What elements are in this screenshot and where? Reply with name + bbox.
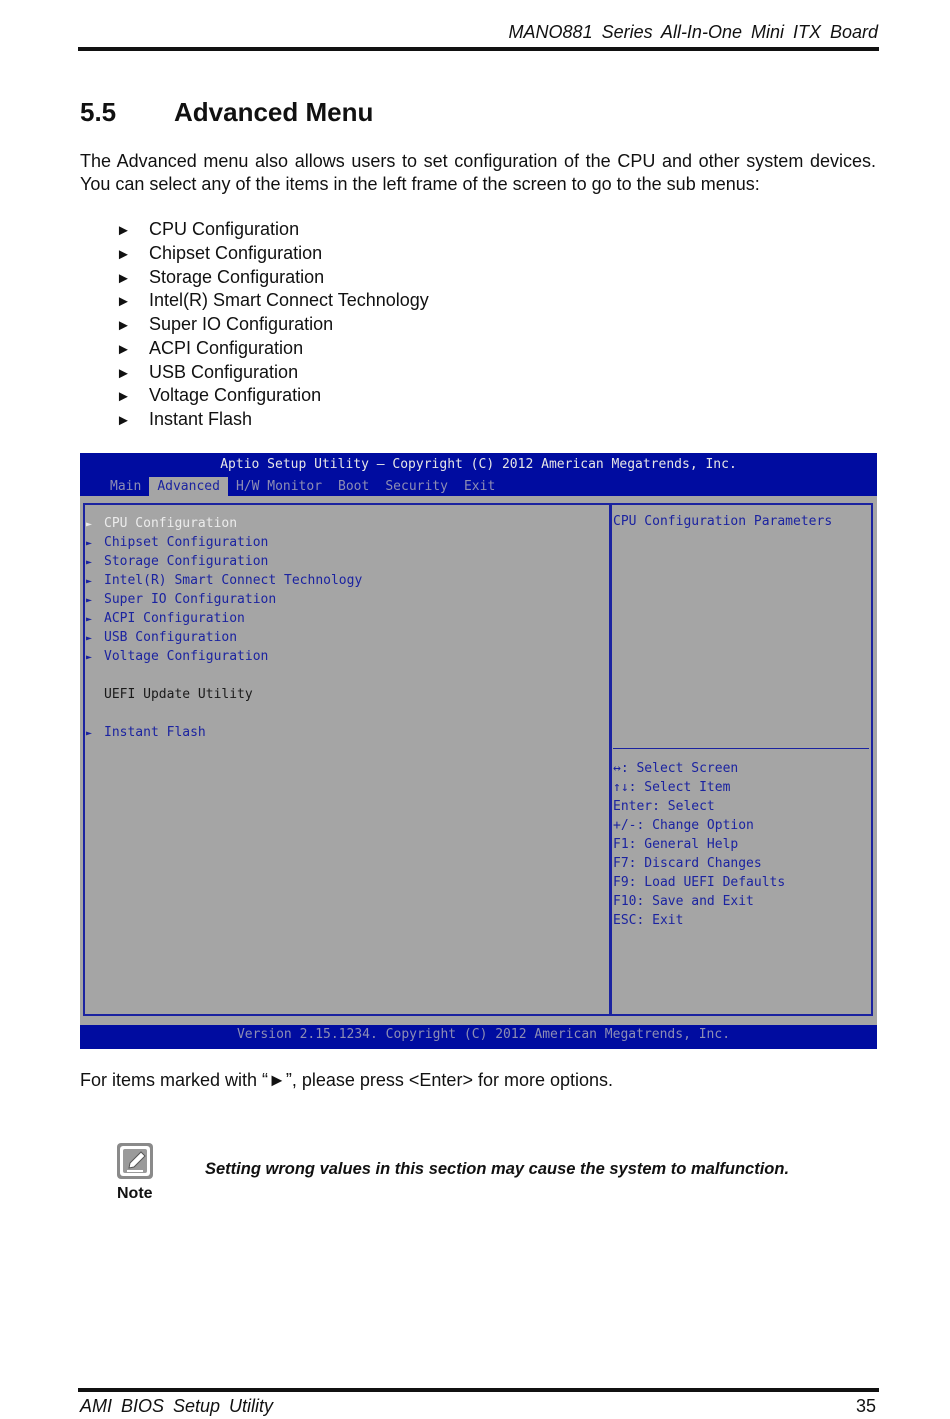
bios-menu-item[interactable] xyxy=(86,628,362,647)
page-number: 35 xyxy=(855,1396,876,1416)
submenu-arrow-icon: ► xyxy=(86,519,93,530)
bullet-item xyxy=(116,384,429,408)
submenu-arrow-icon: ► xyxy=(86,538,93,549)
bios-tab-boot[interactable]: Boot xyxy=(338,479,370,494)
bios-menu-item[interactable] xyxy=(86,514,362,533)
bios-key-hint: F9: Load UEFI Defaults xyxy=(613,875,786,890)
note-label: Note xyxy=(117,1185,153,1202)
bios-key-hint: ESC: Exit xyxy=(613,913,684,928)
submenu-arrow-icon: ► xyxy=(86,728,93,739)
bullet-label: Storage Configuration xyxy=(149,266,325,287)
bios-spacer xyxy=(86,666,362,685)
bullet-item xyxy=(116,337,429,361)
bios-menu-item[interactable] xyxy=(86,609,362,628)
bios-pane-divider xyxy=(610,503,612,1014)
bios-menu-item[interactable] xyxy=(86,571,362,590)
bullet-label: Instant Flash xyxy=(149,409,253,429)
bullet-item xyxy=(116,289,429,313)
submenu-arrow-icon: ► xyxy=(86,557,93,568)
bullet-item xyxy=(116,361,429,385)
bios-menu-label: USB Configuration xyxy=(104,630,238,645)
bios-menu-label: Voltage Configuration xyxy=(104,649,269,664)
running-header: MANO881 Series All-In-One Mini ITX Board xyxy=(508,22,878,42)
bios-help-title: CPU Configuration Parameters xyxy=(613,514,833,529)
submenu-arrow-icon: ► xyxy=(86,652,93,663)
bullet-arrow-icon: ► xyxy=(116,340,131,358)
bullet-label: ACPI Configuration xyxy=(149,337,304,358)
bios-menu-item xyxy=(86,685,362,704)
intro-paragraph: The Advanced menu also allows users to set configuration of the CPU and other system devices. You can select any of the items in the left frame of the screen to go to the sub menus: xyxy=(80,151,876,194)
header-rule xyxy=(78,47,879,51)
bios-title: Aptio Setup Utility – Copyright (C) 2012 American Megatrends, Inc. xyxy=(220,457,737,472)
section-title: Advanced Menu xyxy=(174,97,374,127)
submenu-arrow-icon: ► xyxy=(86,576,93,587)
bios-tab-h-w-monitor[interactable]: H/W Monitor xyxy=(235,479,323,494)
bullet-label: Voltage Configuration xyxy=(149,385,322,406)
bios-footer-bar xyxy=(80,1025,877,1049)
bullet-arrow-icon: ► xyxy=(116,317,131,334)
section-heading xyxy=(80,97,373,128)
note-pencil-icon xyxy=(116,1142,154,1180)
bullet-arrow-icon: ► xyxy=(116,222,131,239)
bios-menu-label: ACPI Configuration xyxy=(104,611,245,626)
bullet-label: Super IO Configuration xyxy=(149,314,334,334)
bios-menu-label: Intel(R) Smart Connect Technology xyxy=(104,573,363,588)
bios-tab-security[interactable]: Security xyxy=(385,479,448,494)
submenu-bullet-list xyxy=(116,218,429,432)
bios-menu-item[interactable] xyxy=(86,590,362,609)
bullet-label: Intel(R) Smart Connect Technology xyxy=(149,290,429,311)
bullet-item xyxy=(116,218,429,242)
bullet-arrow-icon: ► xyxy=(116,245,131,263)
bios-menu-label: Instant Flash xyxy=(104,725,206,740)
footer-rule xyxy=(78,1388,879,1392)
bullet-arrow-icon: ► xyxy=(116,293,131,311)
bios-menu-list xyxy=(86,514,362,742)
running-footer: AMI BIOS Setup Utility xyxy=(80,1396,274,1416)
bullet-arrow-icon: ► xyxy=(116,388,131,406)
submenu-hint: For items marked with “►”, please press <Enter> for more options. xyxy=(80,1070,614,1090)
bullet-item xyxy=(116,408,429,432)
bios-key-hint: ↑↓: Select Item xyxy=(613,780,731,795)
bios-tab-exit[interactable]: Exit xyxy=(463,479,496,494)
bios-screenshot xyxy=(80,453,877,1049)
bullet-label: USB Configuration xyxy=(149,361,299,382)
bios-key-hint: +/-: Change Option xyxy=(613,818,754,833)
bios-menu-item[interactable] xyxy=(86,723,362,742)
bios-tab-main[interactable]: Main xyxy=(110,479,142,494)
bullet-item xyxy=(116,313,429,337)
bullet-arrow-icon: ► xyxy=(116,364,131,382)
submenu-arrow-icon: ► xyxy=(86,595,93,606)
bios-menu-item[interactable] xyxy=(86,552,362,571)
bullet-label: Chipset Configuration xyxy=(149,242,323,263)
bullet-label: CPU Configuration xyxy=(149,219,300,239)
bios-key-legend xyxy=(613,759,785,930)
submenu-arrow-icon: ► xyxy=(86,614,93,625)
bios-help-divider xyxy=(613,748,869,749)
bullet-item xyxy=(116,266,429,290)
bios-key-hint: ↔: Select Screen xyxy=(613,761,739,776)
bios-menu-item[interactable] xyxy=(86,533,362,552)
bullet-arrow-icon: ► xyxy=(116,412,131,429)
bullet-arrow-icon: ► xyxy=(116,269,131,287)
bullet-item xyxy=(116,242,429,266)
bios-key-hint: F10: Save and Exit xyxy=(613,894,754,909)
bios-key-hint: F7: Discard Changes xyxy=(613,856,762,871)
note-text: Setting wrong values in this section may cause the system to malfunction. xyxy=(205,1160,790,1178)
bios-spacer xyxy=(86,704,362,723)
bios-menu-label: Storage Configuration xyxy=(104,554,269,569)
bios-menu-label: CPU Configuration xyxy=(104,516,238,531)
submenu-arrow-icon: ► xyxy=(86,633,93,644)
bios-footer-text: Version 2.15.1234. Copyright (C) 2012 American Megatrends, Inc. xyxy=(236,1027,731,1042)
bios-key-hint: F1: General Help xyxy=(613,837,739,852)
bios-menu-label: Chipset Configuration xyxy=(104,535,269,550)
bios-tab-bar xyxy=(102,477,503,496)
bios-menu-label: UEFI Update Utility xyxy=(104,687,253,702)
section-number: 5.5 xyxy=(80,97,117,127)
bios-menu-label: Super IO Configuration xyxy=(104,592,277,607)
bios-menu-item[interactable] xyxy=(86,647,362,666)
bios-tab-advanced[interactable]: Advanced xyxy=(149,477,228,496)
bios-key-hint: Enter: Select xyxy=(613,799,715,814)
